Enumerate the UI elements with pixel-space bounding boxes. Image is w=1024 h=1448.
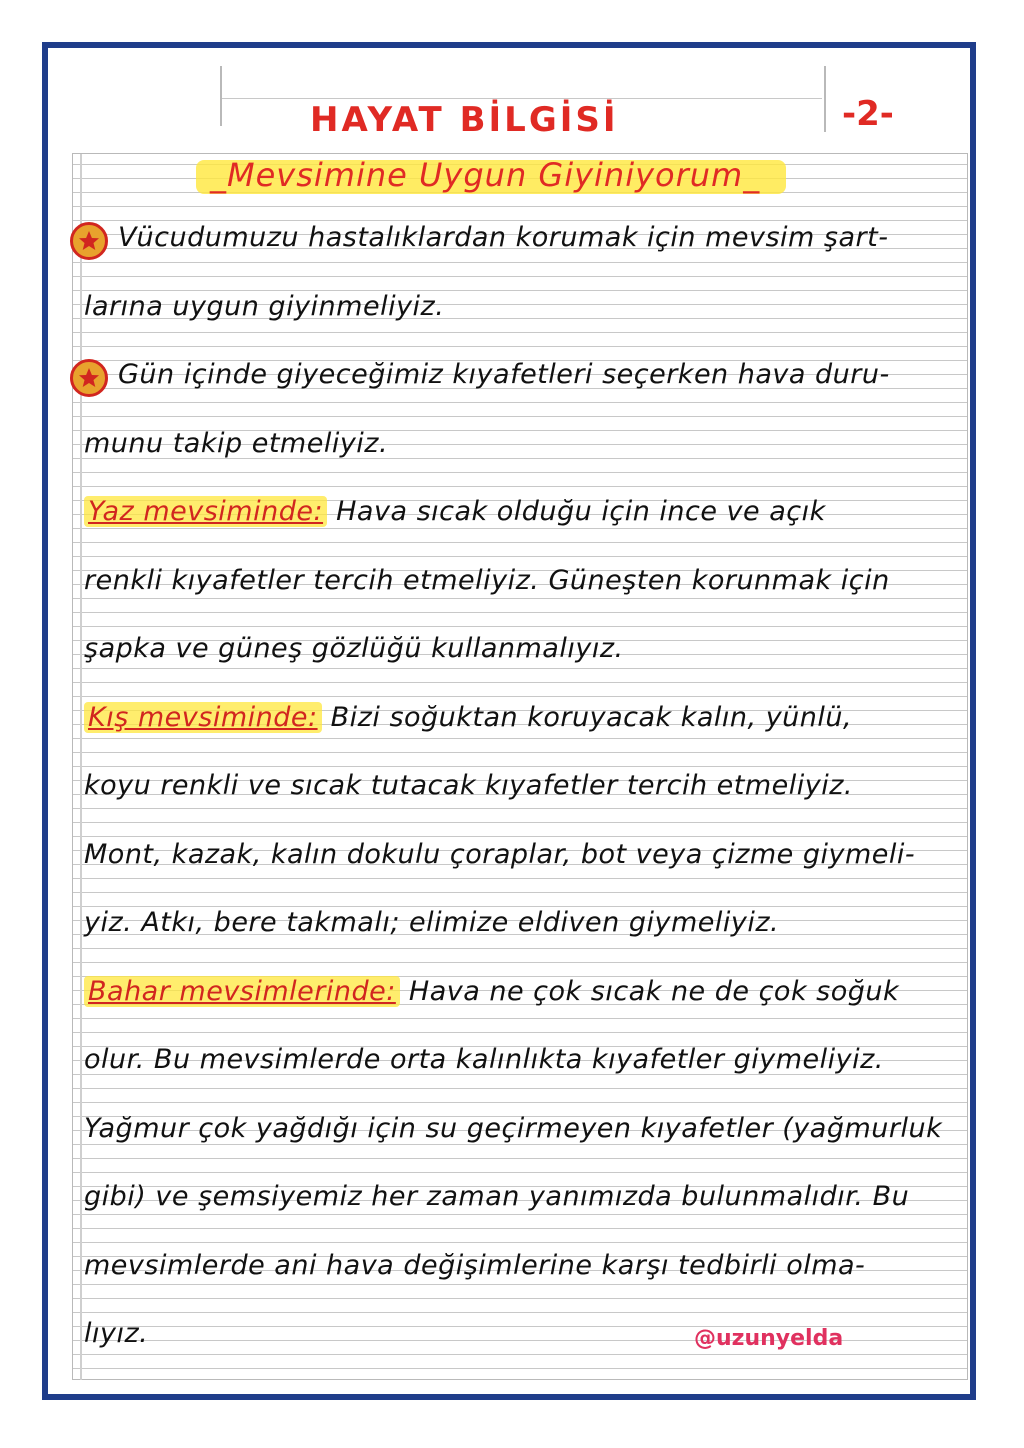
note-text: Vücudumuzu hastalıklardan korumak için mevsim şart-	[118, 222, 889, 253]
note-text: mevsimlerde ani hava değişimlerine karşı tedbirli olma-	[84, 1249, 866, 1281]
note-text: Bizi soğuktan koruyacak kalın, yünlü,	[321, 701, 853, 733]
note-line	[84, 1044, 884, 1075]
note-text: koyu renkli ve sıcak tutacak kıyafetler tercih etmeliyiz.	[84, 770, 854, 801]
note-text: Yağmur çok yağdığı için su geçirmeyen kıyafetler (yağmurluk	[84, 1112, 943, 1144]
note-text: olur. Bu mevsimlerde orta kalınlıkta kıyafetler giymeliyiz.	[84, 1044, 884, 1075]
note-text: şapka ve güneş gözlüğü kullanmalıyız.	[84, 633, 624, 664]
note-text: renkli kıyafetler tercih etmeliyiz. Güneşten korunmak için	[84, 564, 890, 596]
season-label: Yaz mevsiminde:	[84, 496, 327, 527]
subtitle-block	[196, 152, 800, 200]
star-bullet-icon	[70, 222, 108, 260]
subtitle: _Mevsimine Uygun Giyiniyorum_	[210, 156, 761, 194]
note-line	[84, 770, 853, 801]
note-text: yiz. Atkı, bere takmalı; elimize eldiven giymeliyiz.	[84, 907, 780, 938]
header-divider-right	[824, 66, 826, 132]
header-inner-line	[222, 98, 822, 99]
note-line	[84, 222, 888, 253]
note-line	[84, 1113, 942, 1144]
note-text: Hava ne çok sıcak ne de çok soğuk	[399, 975, 900, 1007]
watermark: @uzunyelda	[694, 1326, 844, 1351]
note-line	[84, 359, 890, 390]
note-line	[84, 428, 388, 459]
note-line	[84, 1318, 148, 1349]
note-text: munu takip etmeliyiz.	[84, 427, 389, 459]
star-bullet-icon	[70, 359, 108, 397]
margin-line	[80, 66, 82, 1380]
note-line	[84, 1181, 909, 1212]
note-text: gibi) ve şemsiyemiz her zaman yanımızda bulunmalıdır. Bu	[84, 1181, 910, 1212]
note-line	[84, 839, 915, 870]
note-line	[84, 907, 779, 938]
note-text: Gün içinde giyeceğimiz kıyafetleri seçerken hava duru-	[118, 359, 890, 390]
note-line	[84, 976, 899, 1007]
note-line	[84, 633, 624, 664]
note-line	[84, 1250, 865, 1281]
note-text: Hava sıcak olduğu için ince ve açık	[327, 496, 826, 527]
page-number: -2-	[842, 94, 894, 134]
note-line	[84, 291, 444, 322]
page-title: HAYAT BİLGİSİ	[310, 100, 619, 140]
note-text: Mont, kazak, kalın dokulu çoraplar, bot veya çizme giymeli-	[84, 838, 916, 870]
note-text: larına uygun giyinmeliyiz.	[84, 290, 445, 322]
note-line	[84, 496, 826, 527]
note-text: lıyız.	[84, 1318, 149, 1349]
season-label: Bahar mevsimlerinde:	[84, 976, 400, 1007]
note-line	[84, 702, 852, 733]
note-line	[84, 565, 890, 596]
header-divider-left	[220, 66, 222, 126]
season-label: Kış mevsiminde:	[84, 702, 322, 733]
